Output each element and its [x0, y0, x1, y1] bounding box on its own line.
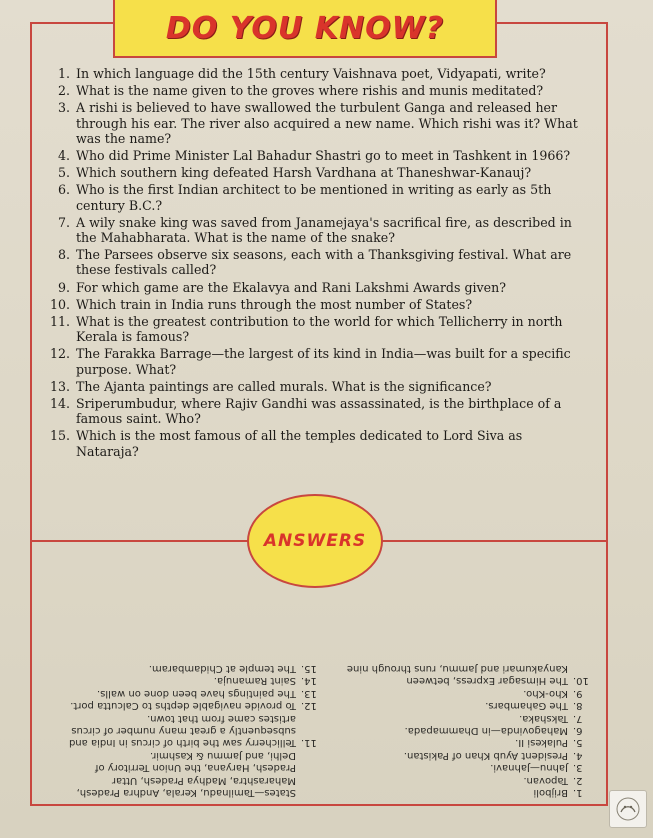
answer-item	[66, 662, 318, 674]
question-item-text: A wily snake king was saved from Janamejaya's sacrifical fire, as described in the Mahabharata. What is the name of the snake?	[76, 214, 572, 246]
question-item	[48, 297, 578, 312]
question-item-number: 12.	[49, 346, 70, 362]
answer-item	[338, 761, 590, 773]
question-item-number: 6.	[57, 182, 70, 198]
title-banner	[113, 0, 497, 58]
question-item	[48, 66, 578, 81]
answer-item-text: Brijboli	[533, 787, 568, 798]
answer-item-text: Pulakesi II.	[515, 737, 568, 749]
answer-item-text: The paintings have been done on walls.	[96, 687, 296, 699]
question-item	[48, 148, 578, 163]
answers-column-right	[66, 662, 318, 798]
question-item-number: 9.	[57, 279, 70, 295]
answer-item-number: 15.	[301, 662, 317, 674]
answer-item-text: Tellicherry saw the birth of circus in India and subsequently a great many number of circus artistes came from that town.	[68, 712, 296, 749]
publisher-logo-icon	[614, 795, 642, 823]
answer-item	[338, 724, 590, 736]
question-item-number: 8.	[57, 247, 70, 263]
answer-item	[338, 662, 590, 687]
answer-item-number: 4.	[573, 749, 583, 761]
answer-item-number: 2.	[573, 774, 583, 786]
question-item	[48, 182, 578, 212]
question-item	[48, 396, 578, 426]
question-item-number: 15.	[49, 428, 70, 444]
question-item-text: Who is the first Indian architect to be mentioned in writing as early as 5th century B.C.?	[76, 182, 552, 213]
answer-item	[66, 674, 318, 686]
answers-label: ANSWERS	[263, 531, 367, 551]
answer-item-text: Mahagovinda—in Dhammapada.	[404, 724, 568, 736]
question-item-text: Which southern king defeated Harsh Vardhana at Thaneshwar-Kanauj?	[76, 165, 532, 181]
answer-item-number: 9.	[573, 687, 583, 699]
question-item-number: 2.	[57, 83, 70, 99]
question-item-number: 1.	[57, 66, 70, 81]
question-list	[48, 66, 578, 461]
answer-item	[338, 699, 590, 711]
answer-item-text: Tapovan.	[523, 774, 568, 786]
answer-item	[66, 699, 318, 711]
answer-item-number: 8.	[573, 700, 583, 712]
question-item	[48, 247, 578, 277]
answer-item-number: 3.	[573, 762, 583, 774]
answer-item-number: 13.	[301, 687, 317, 699]
answer-item	[338, 686, 590, 698]
question-item-text: In which language did the 15th century Vaishnava poet, Vidyapati, write?	[76, 66, 546, 81]
question-item	[48, 83, 578, 98]
answer-item-text: States—Tamilnadu, Kerala, Andhra Pradesh, Maharashtra, Madhya Pradesh, Uttar Pradesh, Haryana, the Union Territory of Delhi, and Jammu & Kashmir.	[76, 749, 296, 798]
answer-item-text: The Gahambars.	[485, 700, 568, 712]
answer-item-number: 6.	[573, 724, 583, 736]
answer-item-number	[296, 748, 318, 798]
answer-item-text: Takshaka.	[519, 712, 568, 724]
question-item-text: What is the greatest contribution to the world for which Tellicherry in north Kerala is famous?	[76, 314, 563, 345]
question-item	[48, 215, 578, 245]
answer-item-text: The Himsagar Express, between Kanyakumari and Jammu, runs through nine	[346, 662, 568, 687]
question-item	[48, 428, 578, 458]
question-item	[48, 314, 578, 344]
question-item-text: The Parsees observe six seasons, each with a Thanksgiving festival. What are these festivals called?	[76, 247, 572, 278]
question-item	[48, 280, 578, 295]
answer-item-number: 12.	[301, 700, 317, 712]
answer-item-text: Jahnu—Jahnavi.	[490, 762, 568, 774]
question-item	[48, 165, 578, 180]
answer-item-text: The temple at Chidambaram.	[148, 662, 296, 674]
question-item	[48, 379, 578, 394]
answer-item	[66, 686, 318, 698]
answer-item-text: President Ayub Khan of Pakistan.	[403, 749, 568, 761]
answers-upside-down	[60, 548, 590, 798]
question-item-text: Which train in India runs through the most number of States?	[76, 296, 473, 312]
answer-item-number: 11.	[301, 737, 317, 749]
question-item-number: 4.	[57, 148, 70, 164]
question-item-number: 3.	[57, 100, 70, 116]
question-item	[48, 346, 578, 376]
page-title: DO YOU KNOW?	[165, 10, 445, 46]
question-item-number: 10.	[49, 296, 70, 312]
question-item-text: Sriperumbudur, where Rajiv Gandhi was assassinated, is the birthplace of a famous saint. Who?	[76, 396, 562, 427]
question-item-number: 11.	[49, 314, 70, 330]
answer-item-number: 1.	[573, 787, 583, 798]
question-item-text: A rishi is believed to have swallowed the turbulent Ganga and released her through his ear. The river also acquired a new name. Which rishi was it? What was the name?	[76, 100, 578, 146]
question-item-text: Who did Prime Minister Lal Bahadur Shastri go to meet in Tashkent in 1966?	[76, 148, 571, 164]
question-item-text: What is the name given to the groves where rishis and munis meditated?	[76, 83, 544, 99]
question-item-text: The Ajanta paintings are called murals. What is the significance?	[76, 378, 492, 394]
answer-item-text: Saint Ramanuja.	[213, 675, 296, 687]
answer-item	[338, 748, 590, 760]
answer-item	[66, 748, 318, 798]
question-item-number: 5.	[57, 165, 70, 181]
answer-item	[338, 711, 590, 723]
answer-item	[338, 736, 590, 748]
answer-item-text: To provide navigable depths to Calcutta port.	[70, 700, 296, 712]
question-item-number: 14.	[49, 396, 70, 412]
answer-item-text: Kho-Kho.	[523, 687, 568, 699]
answer-item	[66, 711, 318, 748]
question-item-text: The Farakka Barrage—the largest of its kind in India—was built for a specific purpose. What?	[76, 346, 571, 377]
answer-item-number: 10.	[573, 675, 589, 687]
question-item-number: 13.	[49, 378, 70, 394]
answer-item-number: 5.	[573, 737, 583, 749]
question-item-number: 7.	[57, 214, 70, 230]
question-item-text: Which is the most famous of all the temples dedicated to Lord Siva as Nataraja?	[76, 428, 523, 459]
answer-item	[338, 773, 590, 785]
answer-item-number: 14.	[301, 675, 317, 687]
answer-item	[338, 786, 590, 798]
answer-item-number: 7.	[573, 712, 583, 724]
question-item	[48, 100, 578, 146]
question-item-text: For which game are the Ekalavya and Rani Lakshmi Awards given?	[76, 279, 506, 295]
answers-column-left	[338, 662, 590, 798]
publisher-logo	[609, 790, 647, 828]
